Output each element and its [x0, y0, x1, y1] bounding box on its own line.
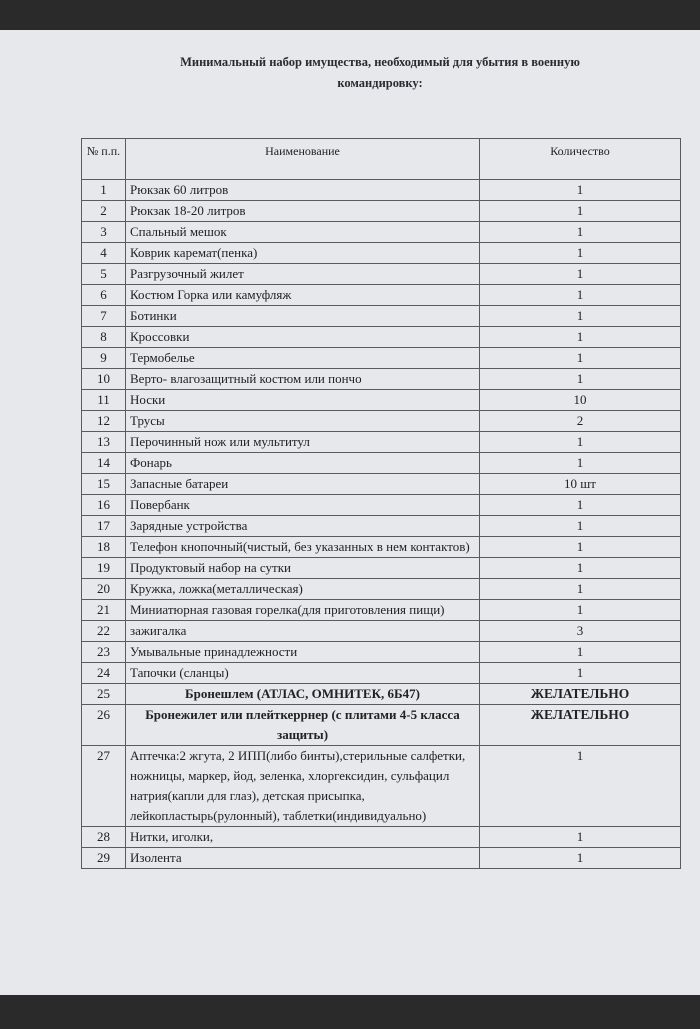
title-line-2: командировку:: [337, 76, 423, 90]
item-quantity: 1: [480, 453, 681, 474]
row-number: 18: [82, 537, 126, 558]
table-row: [82, 579, 681, 600]
item-quantity: 1: [480, 558, 681, 579]
item-name: Трусы: [126, 411, 480, 432]
row-number: 17: [82, 516, 126, 537]
item-quantity: 1: [480, 746, 681, 827]
document-title: [60, 52, 700, 94]
table-row: [82, 642, 681, 663]
item-quantity: 1: [480, 348, 681, 369]
table-row: [82, 848, 681, 869]
item-quantity: ЖЕЛАТЕЛЬНО: [480, 705, 681, 746]
item-name: Тапочки (сланцы): [126, 663, 480, 684]
table-row: [82, 348, 681, 369]
item-name: Бронежилет или плейткеррнер (с плитами 4-5 класса защиты): [126, 705, 480, 746]
row-number: 26: [82, 705, 126, 746]
row-number: 2: [82, 201, 126, 222]
top-bar: [0, 0, 700, 30]
table-row: [82, 558, 681, 579]
item-quantity: 1: [480, 642, 681, 663]
item-name: Фонарь: [126, 453, 480, 474]
table-row: [82, 285, 681, 306]
item-quantity: 1: [480, 264, 681, 285]
row-number: 28: [82, 827, 126, 848]
header-name: Наименование: [126, 139, 480, 180]
item-quantity: 1: [480, 306, 681, 327]
item-name: Изолента: [126, 848, 480, 869]
row-number: 8: [82, 327, 126, 348]
header-quantity: Количество: [480, 139, 681, 180]
row-number: 3: [82, 222, 126, 243]
items-table: [81, 138, 681, 869]
item-name: Термобелье: [126, 348, 480, 369]
row-number: 24: [82, 663, 126, 684]
table-row: [82, 180, 681, 201]
table-row: [82, 663, 681, 684]
item-name: Ботинки: [126, 306, 480, 327]
item-name: Спальный мешок: [126, 222, 480, 243]
row-number: 20: [82, 579, 126, 600]
table-row: [82, 600, 681, 621]
item-quantity: 1: [480, 516, 681, 537]
item-name: Телефон кнопочный(чистый, без указанных в нем контактов): [126, 537, 480, 558]
item-name: Костюм Горка или камуфляж: [126, 285, 480, 306]
item-name: Кроссовки: [126, 327, 480, 348]
table-row: [82, 369, 681, 390]
row-number: 13: [82, 432, 126, 453]
item-name: Коврик каремат(пенка): [126, 243, 480, 264]
table-row: [82, 684, 681, 705]
row-number: 16: [82, 495, 126, 516]
row-number: 11: [82, 390, 126, 411]
item-name: Нитки, иголки,: [126, 827, 480, 848]
item-name: Аптечка:2 жгута, 2 ИПП(либо бинты),стерильные салфетки, ножницы, маркер, йод, зеленка, хлоргексидин, сульфацил натрия(капли для глаз), детская присыпка, лейкопластырь(рулонный), таблетки(индивидуально): [126, 746, 480, 827]
table-row: [82, 222, 681, 243]
table-row: [82, 243, 681, 264]
item-name: Зарядные устройства: [126, 516, 480, 537]
row-number: 23: [82, 642, 126, 663]
row-number: 1: [82, 180, 126, 201]
table-row: [82, 516, 681, 537]
row-number: 12: [82, 411, 126, 432]
item-quantity: ЖЕЛАТЕЛЬНО: [480, 684, 681, 705]
item-name: Разгрузочный жилет: [126, 264, 480, 285]
row-number: 21: [82, 600, 126, 621]
table-row: [82, 621, 681, 642]
row-number: 27: [82, 746, 126, 827]
table-row: [82, 705, 681, 746]
table-row: [82, 411, 681, 432]
row-number: 4: [82, 243, 126, 264]
bottom-bar: [0, 995, 700, 1029]
table-row: [82, 432, 681, 453]
item-name: Запасные батареи: [126, 474, 480, 495]
table-row: [82, 201, 681, 222]
row-number: 15: [82, 474, 126, 495]
row-number: 6: [82, 285, 126, 306]
row-number: 25: [82, 684, 126, 705]
item-quantity: 3: [480, 621, 681, 642]
item-quantity: 10: [480, 390, 681, 411]
item-quantity: 1: [480, 201, 681, 222]
item-quantity: 1: [480, 285, 681, 306]
table-row: [82, 537, 681, 558]
row-number: 7: [82, 306, 126, 327]
row-number: 22: [82, 621, 126, 642]
table-row: [82, 827, 681, 848]
item-name: Верто- влагозащитный костюм или пончо: [126, 369, 480, 390]
table-row: [82, 327, 681, 348]
table-row: [82, 306, 681, 327]
table-row: [82, 746, 681, 827]
item-quantity: 1: [480, 579, 681, 600]
row-number: 29: [82, 848, 126, 869]
item-quantity: 1: [480, 222, 681, 243]
item-name: Продуктовый набор на сутки: [126, 558, 480, 579]
table-row: [82, 474, 681, 495]
title-line-1: Минимальный набор имущества, необходимый для убытия в военную: [180, 55, 580, 69]
item-name: Бронешлем (АТЛАС, ОМНИТЕК, 6Б47): [126, 684, 480, 705]
item-quantity: 1: [480, 180, 681, 201]
item-quantity: 1: [480, 663, 681, 684]
item-quantity: 1: [480, 827, 681, 848]
item-quantity: 1: [480, 848, 681, 869]
item-name: зажигалка: [126, 621, 480, 642]
item-name: Миниатюрная газовая горелка(для приготовления пищи): [126, 600, 480, 621]
item-name: Носки: [126, 390, 480, 411]
item-name: Повербанк: [126, 495, 480, 516]
item-name: Кружка, ложка(металлическая): [126, 579, 480, 600]
table-row: [82, 264, 681, 285]
item-quantity: 1: [480, 243, 681, 264]
item-name: Рюкзак 60 литров: [126, 180, 480, 201]
header-number: № п.п.: [82, 139, 126, 180]
row-number: 14: [82, 453, 126, 474]
item-quantity: 1: [480, 600, 681, 621]
item-quantity: 1: [480, 495, 681, 516]
row-number: 10: [82, 369, 126, 390]
item-name: Перочинный нож или мультитул: [126, 432, 480, 453]
table-row: [82, 390, 681, 411]
item-quantity: 1: [480, 432, 681, 453]
item-quantity: 10 шт: [480, 474, 681, 495]
item-quantity: 1: [480, 327, 681, 348]
row-number: 19: [82, 558, 126, 579]
table-row: [82, 495, 681, 516]
table-header-row: [82, 139, 681, 180]
row-number: 9: [82, 348, 126, 369]
row-number: 5: [82, 264, 126, 285]
item-quantity: 2: [480, 411, 681, 432]
item-quantity: 1: [480, 369, 681, 390]
item-quantity: 1: [480, 537, 681, 558]
item-name: Умывальные принадлежности: [126, 642, 480, 663]
item-name: Рюкзак 18-20 литров: [126, 201, 480, 222]
table-row: [82, 453, 681, 474]
